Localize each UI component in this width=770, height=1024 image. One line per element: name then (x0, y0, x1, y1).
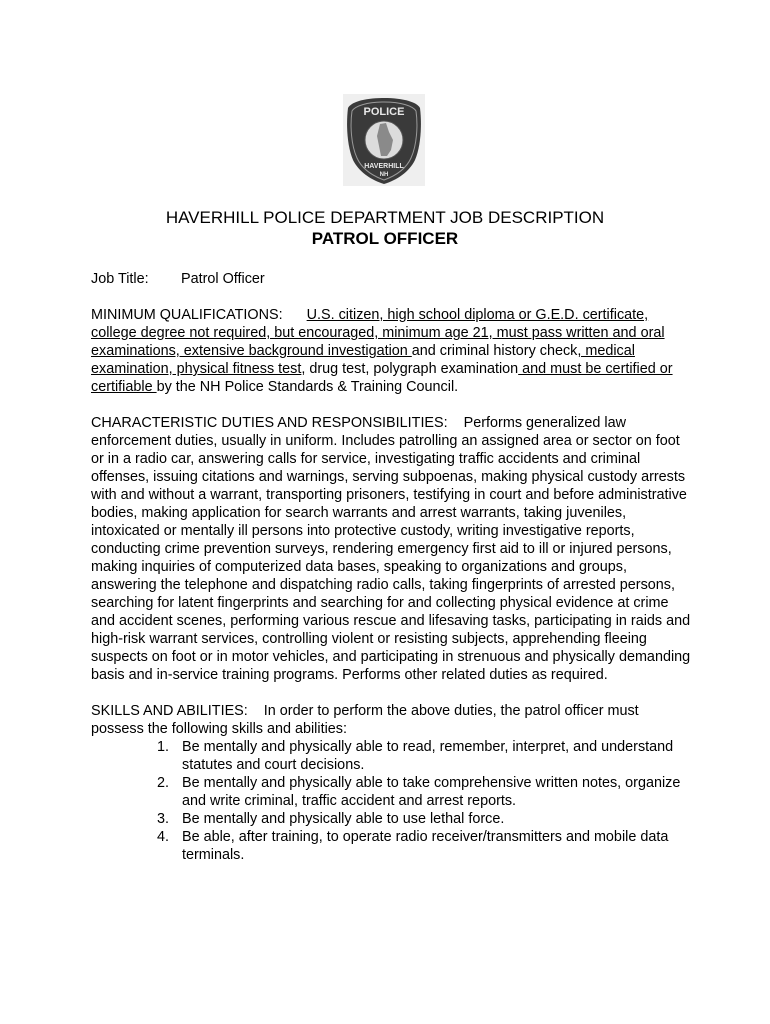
list-item (91, 828, 691, 864)
qualifications-underlined-3: and must be certified or certifiable (91, 361, 673, 395)
qualifications-underlined-2: , medical examination, physical fitness test (91, 343, 635, 377)
list-item-text: Be mentally and physically able to read, remember, interpret, and understand statutes and court decisions. (182, 739, 674, 773)
skills-label: SKILLS AND ABILITIES: (91, 703, 248, 719)
minimum-qualifications-paragraph (91, 306, 691, 396)
list-item-number: 1. (157, 739, 170, 755)
document-title: HAVERHILL POLICE DEPARTMENT JOB DESCRIPTION (165, 208, 605, 227)
list-item-number: 3. (157, 811, 170, 827)
document-body (91, 270, 691, 864)
job-title-line (91, 270, 691, 288)
list-item (91, 810, 691, 828)
qualifications-text-3: by the NH Police Standards & Training Council. (156, 379, 459, 395)
skills-intro: In order to perform the above duties, the patrol officer must possess the following skills and abilities: (91, 703, 639, 737)
badge-state-text: NH (379, 172, 389, 178)
job-title-value: Patrol Officer (181, 271, 265, 287)
duties-label: CHARACTERISTIC DUTIES AND RESPONSIBILITIES: (91, 415, 448, 431)
document-subtitle: PATROL OFFICER (311, 229, 459, 248)
job-title-label: Job Title: (91, 271, 149, 287)
list-item (91, 774, 691, 810)
qualifications-underlined-1: U.S. citizen, high school diploma or G.E.D. certificate, college degree not required, but encouraged, minimum age 21, must pass written and oral examinations, extensive background investigation (91, 307, 665, 359)
skills-paragraph (91, 702, 691, 738)
minimum-qualifications-label: MINIMUM QUALIFICATIONS: (91, 307, 283, 323)
badge-bottom-text: HAVERHILL (364, 163, 404, 170)
duties-text: Performs generalized law enforcement duties, usually in uniform. Includes patrolling an assigned area or sector on foot or in a radio car, answering calls for service, investigating traffic accidents and criminal offenses, issuing citations and warnings, serving subpoenas, making physical custody arrests with and without a warrant, transporting prisoners, testifying in court and before administrative bodies, making application for search warrants and arrest warrants, taking juveniles, intoxicated or mentally ill persons into protective custody, writing investigative reports, conducting crime prevention surveys, rendering emergency first aid to ill or injured persons, making inquiries of computerized data bases, speaking to organizations and groups, answering the telephone and dispatching radio calls, taking fingerprints of arrested persons, searching for latent fingerprints and searching for and collecting physical evidence at crime and accident scenes, performing various rescue and lifesaving tasks, participating in raids and high-risk warrant services, controlling violent or resisting subjects, apprehending fleeing suspects on foot or in motor vehicles, and participating in strenuous and physically demanding basis and in-service training programs. Performs other related duties as required. (91, 415, 691, 683)
list-item-text: Be mentally and physically able to use lethal force. (182, 811, 505, 827)
list-item-number: 2. (157, 775, 170, 791)
list-item-text: Be able, after training, to operate radio receiver/transmitters and mobile data terminals. (182, 829, 669, 863)
duties-paragraph (91, 414, 691, 684)
police-badge-logo (343, 94, 425, 186)
badge-top-text: POLICE (363, 106, 405, 118)
qualifications-text-1: and criminal history check (411, 343, 578, 359)
list-item-text: Be mentally and physically able to take comprehensive written notes, organize and write criminal, traffic accident and arrest reports. (182, 775, 681, 809)
list-item (91, 738, 691, 774)
skills-list (91, 738, 691, 864)
police-badge-icon (343, 94, 425, 186)
qualifications-text-2: , drug test, polygraph examination (301, 361, 519, 377)
list-item-number: 4. (157, 829, 170, 845)
